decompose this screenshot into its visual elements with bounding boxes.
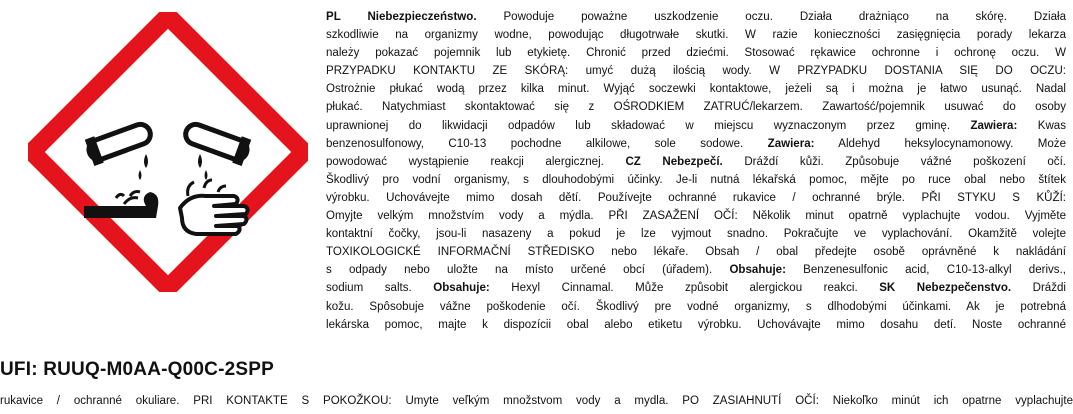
text-line <box>326 225 1066 243</box>
text-line <box>326 207 1066 225</box>
text-segment: szkodliwie na organizmy wodne, powodując długotrwałe skutki. W razie konieczności zasięgnięcia porady lekarza <box>326 29 1066 42</box>
text-segment: Omyjte velkým množstvím vody a mýdla. PŘI ZASAŽENÍ OČÍ: Několik minut opatrně vyplachujte vodou. Vyjměte <box>326 210 1066 223</box>
text-line <box>326 62 1066 80</box>
text-segment: výrobku. Uchovávejte mimo dosah dětí. Používejte ochranné rukavice / ochranné brýle. PŘI STYKU S KŮŽÍ: <box>326 191 1066 204</box>
text-segment: Dráždí kůži. Způsobuje vážné poškození očí. <box>722 155 1066 168</box>
text-segment: Ostrożnie płukać wodą przez kilka minut. Wyjąć soczewki kontaktowe, jeżeli są i można je łatwo usunąć. Nadal <box>326 83 1066 96</box>
text-line <box>326 98 1066 116</box>
text-segment: Benzenesulfonic acid, C10-13-alkyl derivs., <box>785 264 1066 277</box>
text-line <box>326 8 1066 26</box>
text-segment: Dráždi <box>1011 282 1066 295</box>
text-segment: PRZYPADKU KONTAKTU ZE SKÓRĄ: umyć dużą ilością wody. W PRZYPADKU DOSTANIA SIĘ DO OCZU: <box>326 65 1066 78</box>
ufi-code: UFI: RUUQ-M0AA-Q00C-2SPP <box>0 359 274 380</box>
text-line <box>326 80 1066 98</box>
bold-heading: Zawiera: <box>970 119 1018 132</box>
text-line <box>326 261 1066 279</box>
bold-heading: CZ Nebezpečí. <box>625 155 723 168</box>
text-line <box>326 153 1066 171</box>
text-segment: Hexyl Cinnamal. Může způsobit alergickou reakci. <box>489 282 880 295</box>
text-segment: Powoduje poważne uszkodzenie oczu. Działa drażniąco na skórę. Działa <box>476 11 1066 23</box>
text-segment: benzenosulfonowy, C10-13 pochodne alkilowe, sole sodowe. <box>326 137 768 150</box>
text-segment: kožu. Spôsobuje vážne poškodenie očí. Škodlivý pre vodné organizmy, s dlhodobými účinkami. Ak je potrebná <box>326 300 1066 313</box>
bold-heading: Obsahuje: <box>729 264 786 277</box>
text-line <box>326 26 1066 44</box>
hazard-pictogram <box>28 12 308 292</box>
text-segment: TOXIKOLOGICKÉ INFORMAČNÍ STŘEDISKO nebo lékaře. Obsah / obal předejte osobě oprávněné k nakládání <box>326 246 1066 259</box>
text-line <box>326 279 1066 297</box>
text-segment: należy pokazać pojemnik lub etykietę. Chronić przed dziećmi. Stosować rękawice ochronne i ochronę oczu. W <box>326 47 1066 60</box>
corrosion-icon <box>28 12 308 292</box>
bold-heading: Obsahuje: <box>433 282 490 295</box>
text-segment: sodium salts. <box>326 282 434 295</box>
text-line <box>326 316 1066 334</box>
safety-text-block <box>326 8 1066 334</box>
text-line <box>326 189 1066 207</box>
text-line <box>326 298 1066 316</box>
safety-text-bottom-line: rukavice / ochranné okuliare. PRI KONTAKTE S POKOŽKOU: Umyte veľkým množstvom vody a mydla. PO ZASIAHNUTÍ OČÍ: Niekoľko minút ich opatrne vyplachujte <box>0 395 1073 407</box>
text-line <box>326 171 1066 189</box>
bold-heading: Zawiera: <box>767 137 815 150</box>
text-line <box>326 243 1066 261</box>
text-segment: lekárska pomoc, majte k dispozícii obal alebo etiketu výrobku. Uchovávajte mimo dosahu detí. Noste ochranné <box>326 318 1066 331</box>
text-segment: kontaktní čočky, jsou-li nasazeny a pokud je lze vyjmout snadno. Pokračujte ve vyplachování. Okamžitě volejte <box>326 228 1066 241</box>
text-segment: s odpady nebo uložte na místo určené obcí (úřadem). <box>326 264 730 277</box>
text-segment: płukać. Natychmiast skontaktować się z OŚRODKIEM ZATRUĆ/lekarzem. Zawartość/pojemnik usuwać do osoby <box>326 101 1066 114</box>
text-segment: uprawnionej do likwidacji odpadów lub składować w miejscu wyznaczonym przez gminę. <box>326 119 971 132</box>
text-line <box>326 44 1066 62</box>
bold-heading: SK Nebezpečenstvo. <box>879 282 1012 295</box>
text-segment: powodować wystąpienie reakcji alergicznej. <box>326 155 626 168</box>
text-segment: Škodlivý pro vodní organismy, s dlouhodobými účinky. Je-li nutná lékařská pomoc, mějte po ruce obal nebo štítek <box>326 173 1066 186</box>
bold-heading: PL Niebezpieczeństwo. <box>326 11 477 23</box>
text-line <box>326 135 1066 153</box>
text-segment: Aldehyd heksylocynamonowy. Może <box>814 137 1066 150</box>
text-segment: Kwas <box>1017 119 1066 132</box>
text-line <box>326 117 1066 135</box>
